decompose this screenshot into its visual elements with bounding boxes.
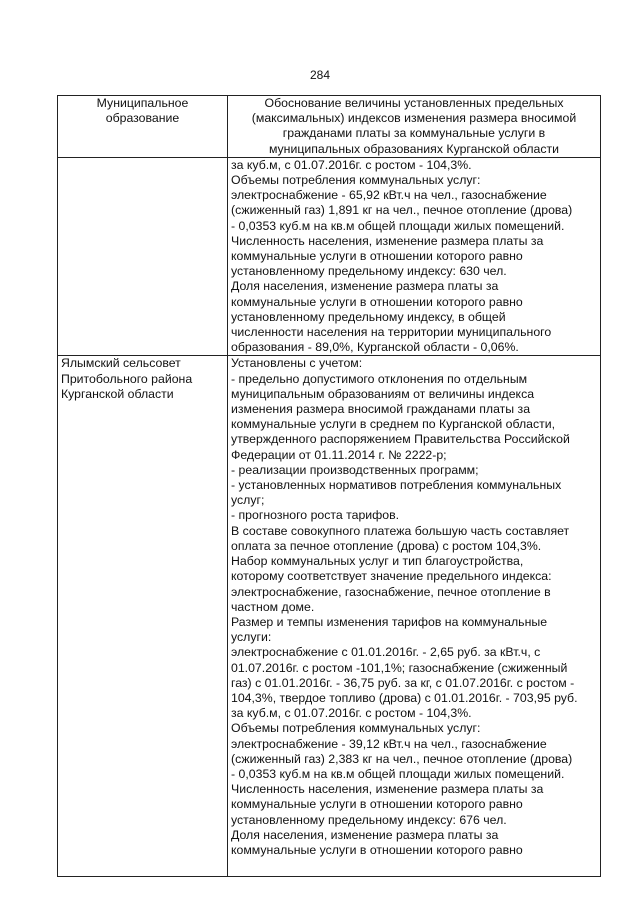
text-line: (сжиженный газ) 2,383 кг на чел., печное отопление (дрова) <box>231 751 573 766</box>
text-line: коммунальные услуги в отношении которого равно <box>231 797 523 812</box>
text-line: коммунальные услуги в отношении которого равно <box>231 249 523 264</box>
table-row <box>58 157 601 356</box>
text-line: утвержденного распоряжением Правительства Российской <box>231 432 570 447</box>
text-line: Объемы потребления коммунальных услуг: <box>231 173 481 188</box>
text-line: электроснабжение - 65,92 кВт.ч на чел., газоснабжение <box>231 188 547 203</box>
text-line: Размер и темпы изменения тарифов на коммунальные <box>231 614 548 629</box>
text-line: услуги: <box>231 630 272 645</box>
municipality-cell <box>58 157 228 356</box>
text-line: 104,3%, твердое топливо (дрова) с 01.01.2016г. - 703,95 руб. <box>231 690 578 705</box>
justification-cell <box>228 157 601 356</box>
text-line: - установленных нормативов потребления коммунальных <box>231 478 562 493</box>
municipality-cell <box>58 356 228 877</box>
text-line: Установлены с учетом: <box>231 356 363 371</box>
text-line: коммунальные услуги в среднем по Курганской области, <box>231 417 556 432</box>
text-line: коммунальные услуги в отношении которого равно <box>231 294 523 309</box>
text-line: - 0,0353 куб.м на кв.м общей площади жилых помещений. <box>231 218 565 233</box>
text-line: установленному предельному индексу: 630 чел. <box>231 264 507 279</box>
text-line: оплата за печное отопление (дрова) с ростом 104,3%. <box>231 538 542 553</box>
text-line: услуг; <box>231 493 265 508</box>
text-line: образования - 89,0%, Курганской области - 0,06%. <box>231 340 519 355</box>
text-line: численности населения на территории муниципального <box>231 325 552 340</box>
text-line: муниципальным образованиям от величины индекса <box>231 386 535 401</box>
text-line: электроснабжение с 01.01.2016г. - 2,65 руб. за кВт.ч, с <box>231 645 541 660</box>
header-line: образование <box>105 111 180 126</box>
header-line: (максимальных) индексов изменения размера вносимой <box>251 111 577 126</box>
text-line: которому соответствует значение предельного индекса: <box>231 569 552 584</box>
text-line: 01.07.2016г. с ростом -101,1%; газоснабжение (сжиженный <box>231 660 568 675</box>
text-line: Доля населения, изменение размера платы за <box>231 279 499 294</box>
text-line: установленному предельному индексу: 676 чел. <box>231 812 507 827</box>
header-line: муниципальных образованиях Курганской области <box>268 141 560 156</box>
justification-cell <box>228 356 601 877</box>
text-line: Численность населения, изменение размера платы за <box>231 782 544 797</box>
header-line: гражданами платы за коммунальные услуги в <box>282 126 546 141</box>
header-line: Муниципальное <box>96 96 189 110</box>
text-line: газ) с 01.01.2016г. - 36,75 руб. за кг, с 01.07.2016г. с ростом - <box>231 675 575 690</box>
text-line: Доля населения, изменение размера платы за <box>231 827 499 842</box>
text-line: Курганской области <box>61 386 174 401</box>
text-line: за куб.м, с 01.07.2016г. с ростом - 104,3%. <box>231 706 472 721</box>
text-line: В составе совокупного платежа большую часть составляет <box>231 523 570 538</box>
text-line: изменения размера вносимой гражданами платы за <box>231 402 531 417</box>
table-header-row <box>58 96 601 158</box>
page-number: 284 <box>309 68 331 82</box>
text-line: электроснабжение - 39,12 кВт.ч на чел., газоснабжение <box>231 736 547 751</box>
text-line: электроснабжение, газоснабжение, печное отопление в <box>231 584 551 599</box>
text-line: частном доме. <box>231 599 315 614</box>
header-municipality <box>58 96 228 158</box>
text-line: - предельно допустимого отклонения по отдельным <box>231 371 528 386</box>
text-line: Набор коммунальных услуг и тип благоустройства, <box>231 554 524 569</box>
text-line: коммунальные услуги в отношении которого равно <box>231 842 523 857</box>
table-row <box>58 356 601 877</box>
text-line: Численность населения, изменение размера платы за <box>231 233 544 248</box>
text-line: - 0,0353 куб.м на кв.м общей площади жилых помещений. <box>231 766 565 781</box>
text-line: установленному предельному индексу, в общей <box>231 309 506 324</box>
text-line: Федерации от 01.11.2014 г. № 2222-р; <box>231 447 447 462</box>
header-line: Обоснование величины установленных предельных <box>264 96 564 110</box>
text-line: - реализации производственных программ; <box>231 462 479 477</box>
text-line: Притобольного района <box>61 371 193 386</box>
text-line: за куб.м, с 01.07.2016г. с ростом - 104,3%. <box>231 157 472 172</box>
text-line: Ялымский сельсовет <box>61 356 181 371</box>
text-line: - прогнозного роста тарифов. <box>231 508 400 523</box>
text-line: Объемы потребления коммунальных услуг: <box>231 721 481 736</box>
text-line: (сжиженный газ) 1,891 кг на чел., печное отопление (дрова) <box>231 203 573 218</box>
header-justification <box>228 96 601 158</box>
justification-table <box>57 95 601 877</box>
